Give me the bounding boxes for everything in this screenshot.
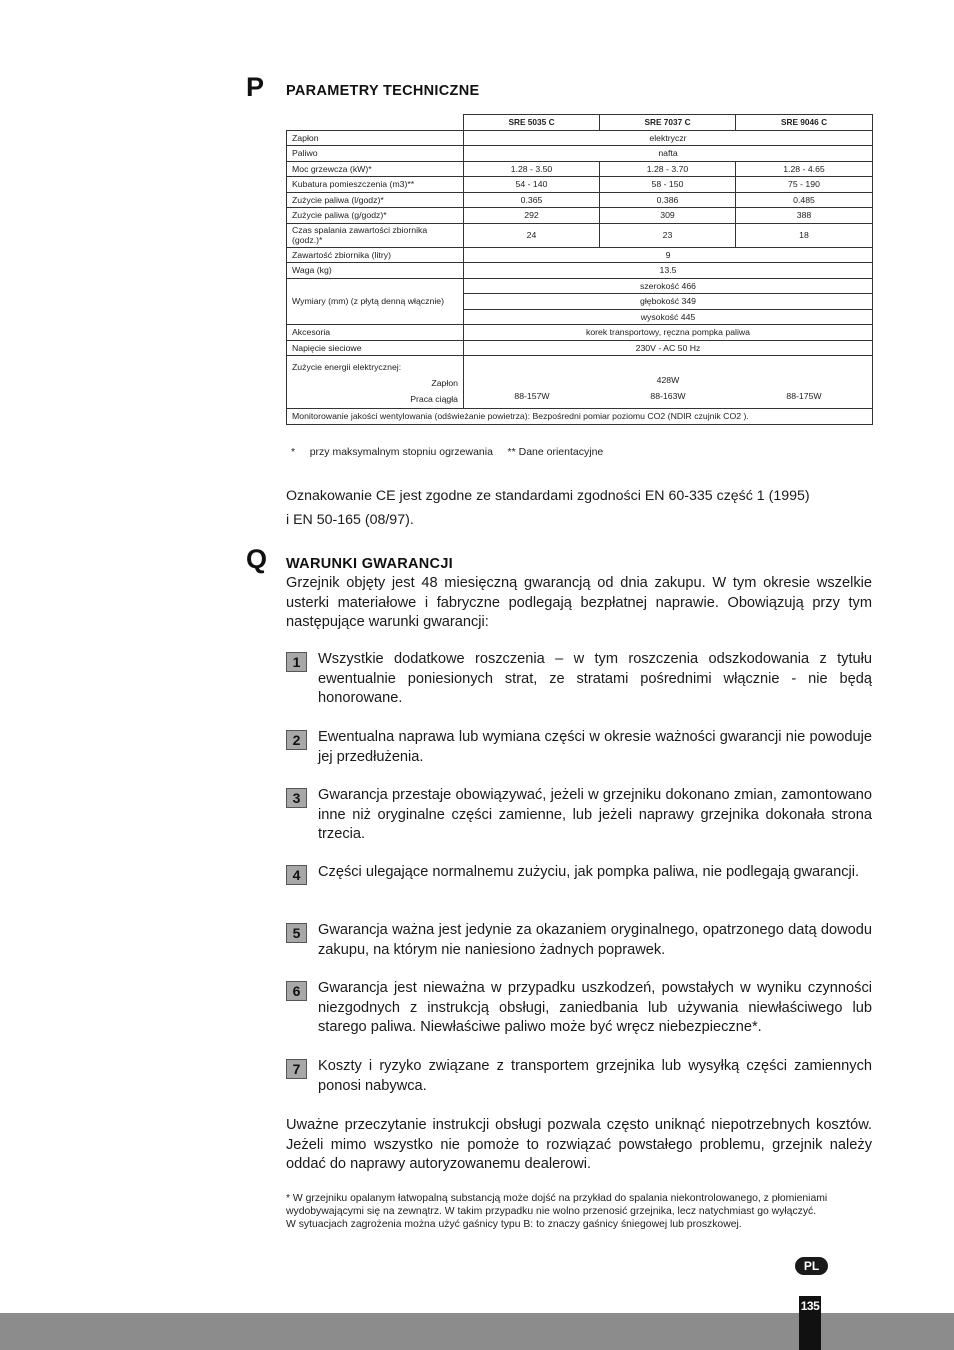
footnote-max-heating: przy maksymalnym stopniu ogrzewania <box>309 446 493 458</box>
cell-value: 24 <box>464 223 600 247</box>
row-label: Akcesoria <box>287 325 464 341</box>
item-number: 1 <box>286 652 307 672</box>
energy-continuous-value: 88-163W <box>650 391 686 401</box>
energy-ignition-label: Zapłon <box>431 378 458 388</box>
row-label: Kubatura pomieszczenia (m3)** <box>287 177 464 193</box>
energy-continuous-label: Praca ciągła <box>410 394 458 404</box>
cell-value: 388 <box>736 208 873 224</box>
row-label: Wymiary (mm) (z płytą denną włącznie) <box>287 278 464 325</box>
warranty-item <box>286 921 872 960</box>
model-header: SRE 9046 C <box>736 115 873 131</box>
row-label: Napięcie sieciowe <box>287 340 464 356</box>
table-row <box>287 263 873 279</box>
footnote-star: * <box>291 446 296 458</box>
cell-value: elektryczr <box>464 130 873 146</box>
section-letter-q: Q <box>246 544 268 574</box>
section-heading-technical: PARAMETRY TECHNICZNE <box>286 83 480 99</box>
warranty-intro: Grzejnik objęty jest 48 miesięczną gwarancją od dnia zakupu. W tym okresie wszelkie usterki materiałowe i fabryczne podlegają bezpłatnej naprawie. Obowiązują przy tym następujące warunki gwarancji: <box>286 575 872 630</box>
item-number: 2 <box>286 730 307 750</box>
cell-value: 1.28 - 3.50 <box>464 161 600 177</box>
item-number: 5 <box>286 923 307 943</box>
table-row <box>287 325 873 341</box>
table-header-row <box>287 115 873 131</box>
monitoring-note: Monitorowanie jakości wentylowania (odświeżanie powietrza): Bezpośredni pomiar poziomu CO2 (NDIR czujnik CO2 ). <box>287 409 873 425</box>
warranty-item <box>286 650 872 709</box>
table-row <box>287 409 873 425</box>
table-row <box>287 161 873 177</box>
table-row <box>287 278 873 294</box>
row-label-energy <box>287 356 464 409</box>
cell-value: 230V - AC 50 Hz <box>464 340 873 356</box>
table-row <box>287 130 873 146</box>
row-label: Paliwo <box>287 146 464 162</box>
item-number: 4 <box>286 865 307 885</box>
item-text: Wszystkie dodatkowe roszczenia – w tym roszczenia odszkodowania z tytułu ewentualnie poniesionych strat, ze stratami pośrednimi włącznie - nie będą honorowane. <box>318 651 872 706</box>
row-label: Zawartość zbiornika (litry) <box>287 247 464 263</box>
ce-line: i EN 50-165 (08/97). <box>286 511 414 528</box>
energy-label: Zużycie energii elektrycznej: <box>292 362 402 372</box>
cell-value: 58 - 150 <box>600 177 736 193</box>
item-text: Gwarancja jest nieważna w przypadku uszkodzeń, powstałych w wyniku czynności niezgodnych z instrukcją obsługi, zaniedbania lub używania niewłaściwego lub starego paliwa. Niewłaściwe paliwo może być wręcz niebezpieczne*. <box>318 980 872 1035</box>
ce-statement <box>286 485 876 532</box>
note-line: wydobywającymi się na zewnątrz. W takim przypadku nie wolno przenosić grzejnika, lecz natychmiast go wyłączyć. <box>286 1206 817 1218</box>
item-text: Gwarancja przestaje obowiązywać, jeżeli w grzejniku dokonano zmian, zamontowano inne niż oryginalne części zamienne, lub jeżeli naprawy grzejnika dokonała strona trzecia. <box>318 787 872 842</box>
cell-value: głębokość 349 <box>464 294 873 310</box>
row-label: Zużycie paliwa (g/godz)* <box>287 208 464 224</box>
table-row-energy <box>287 356 873 409</box>
cell-value: 1.28 - 4.65 <box>736 161 873 177</box>
cell-value: 13.5 <box>464 263 873 279</box>
row-label: Moc grzewcza (kW)* <box>287 161 464 177</box>
table-row <box>287 247 873 263</box>
cell-value: nafta <box>464 146 873 162</box>
item-number: 6 <box>286 981 307 1001</box>
cell-value: 9 <box>464 247 873 263</box>
model-header: SRE 7037 C <box>600 115 736 131</box>
warranty-item <box>286 728 872 767</box>
warranty-item <box>286 1057 872 1096</box>
warranty-item <box>286 786 872 845</box>
cell-value: 18 <box>736 223 873 247</box>
closing-paragraph: Uważne przeczytanie instrukcji obsługi pozwala często uniknąć niepotrzebnych kosztów. Jeżeli mimo wszystko nie pomoże to rozwiązać powstałego problemu, grzejnik należy oddać do naprawy autoryzowanemu dealerowi. <box>286 1117 872 1172</box>
cell-value: 1.28 - 3.70 <box>600 161 736 177</box>
table-row <box>287 177 873 193</box>
energy-ignition-value: 428W <box>656 375 680 385</box>
warranty-item <box>286 863 872 883</box>
energy-continuous-value: 88-157W <box>514 391 550 401</box>
row-label: Waga (kg) <box>287 263 464 279</box>
note-line: W sytuacjach zagrożenia można użyć gaśnicy typu B: to znaczy gaśnicy śniegowej lub proszkowej. <box>286 1219 742 1231</box>
flammable-note <box>286 1192 876 1232</box>
item-number: 3 <box>286 788 307 808</box>
table-row <box>287 208 873 224</box>
row-label: Zapłon <box>287 130 464 146</box>
energy-values <box>464 356 873 409</box>
cell-value: 54 - 140 <box>464 177 600 193</box>
table-footnotes <box>291 446 603 458</box>
cell-value: 23 <box>600 223 736 247</box>
ce-line: Oznakowanie CE jest zgodne ze standardami zgodności EN 60-335 część 1 (1995) <box>286 488 810 504</box>
table-row <box>287 192 873 208</box>
cell-value: wysokość 445 <box>464 309 873 325</box>
energy-continuous-value: 88-175W <box>786 391 822 401</box>
footnote-approximate: ** Dane orientacyjne <box>507 446 604 458</box>
cell-value: szerokość 466 <box>464 278 873 294</box>
cell-value: 292 <box>464 208 600 224</box>
language-badge: PL <box>795 1257 828 1275</box>
cell-value: 75 - 190 <box>736 177 873 193</box>
row-label: Zużycie paliwa (l/godz)* <box>287 192 464 208</box>
model-header: SRE 5035 C <box>464 115 600 131</box>
item-text: Koszty i ryzyko związane z transportem grzejnika lub wysyłką części zamiennych ponosi nabywca. <box>318 1058 872 1094</box>
warranty-item <box>286 979 872 1038</box>
item-number: 7 <box>286 1059 307 1079</box>
note-line: * W grzejniku opalanym łatwopalną substancją może dojść na przykład do spalania niekontrolowanego, z płomieniami <box>286 1193 828 1204</box>
row-label: Czas spalania zawartości zbiornika (godz.)* <box>287 223 464 247</box>
section-letter-p: P <box>246 72 265 102</box>
section-heading-warranty: WARUNKI GWARANCJI <box>286 556 454 572</box>
table-row <box>287 146 873 162</box>
item-text: Gwarancja ważna jest jedynie za okazaniem oryginalnego, opatrzonego datą dowodu zakupu, na którym nie naniesiono żadnych poprawek. <box>318 922 872 958</box>
cell-value: 0.386 <box>600 192 736 208</box>
table-row <box>287 340 873 356</box>
cell-value: 0.485 <box>736 192 873 208</box>
cell-value: 309 <box>600 208 736 224</box>
item-text: Części ulegające normalnemu zużyciu, jak pompka paliwa, nie podlegają gwarancji. <box>318 864 860 880</box>
item-text: Ewentualna naprawa lub wymiana części w okresie ważności gwarancji nie powoduje jej przedłużenia. <box>318 729 872 765</box>
page-number: 135 <box>800 1299 820 1313</box>
cell-value: 0.365 <box>464 192 600 208</box>
cell-value: korek transportowy, ręczna pompka paliwa <box>464 325 873 341</box>
spec-table <box>286 114 873 425</box>
table-row <box>287 223 873 247</box>
